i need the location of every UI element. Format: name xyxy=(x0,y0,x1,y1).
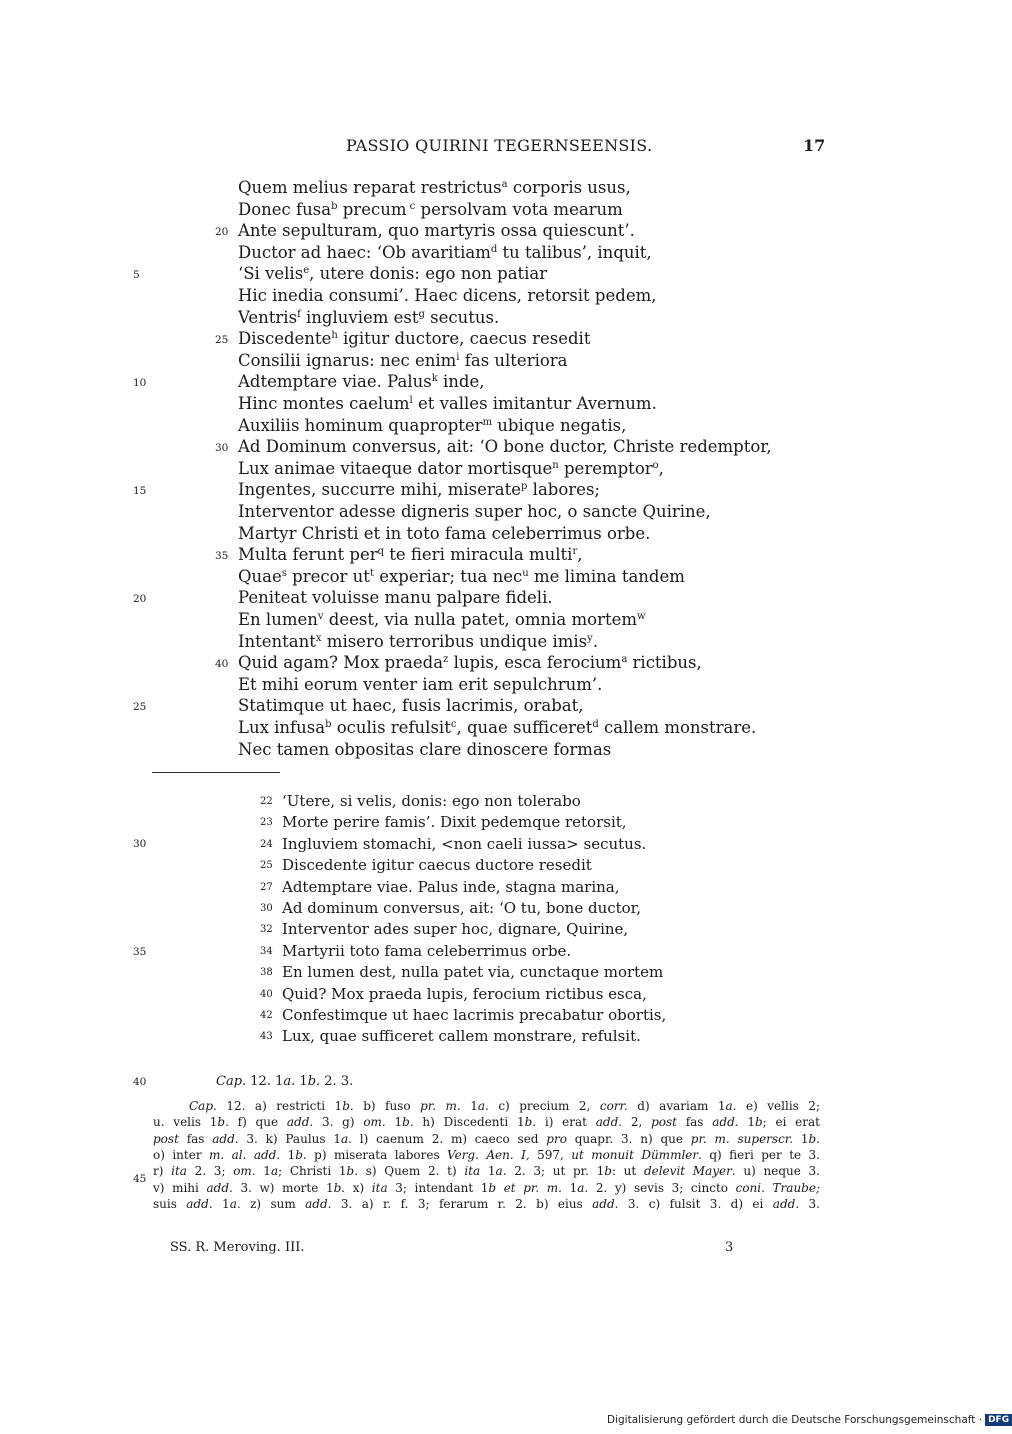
verse-line: Donec fusa$^b$ precum $^c$ persolvam vota mearum xyxy=(238,199,623,219)
margin-line-number: 35 xyxy=(133,946,147,958)
verse-line: Ingentes, succurre mihi, miserate$^p$ labores; xyxy=(238,480,600,500)
alt-line: Quid? Mox praeda lupis, ferocium rictibus esca, xyxy=(282,984,647,1003)
verse-line: En lumen$^v$ deest, via nulla patet, omnia mortem$^w$ xyxy=(238,610,646,629)
verse-number: 20 xyxy=(215,226,229,239)
alt-line-number: 30 xyxy=(260,903,273,914)
alt-line-number: 32 xyxy=(260,924,273,936)
alt-line-number: 27 xyxy=(260,881,273,893)
footer-signature: 3 xyxy=(725,1240,734,1255)
dfg-logo: DFG xyxy=(985,1414,1012,1426)
chapter-sources: Cap. 12. 1a. 1b. 2. 3. xyxy=(216,1074,354,1089)
alt-line-number: 40 xyxy=(260,988,273,1000)
margin-line-number: 30 xyxy=(133,838,147,850)
verse-line: Ventris$^f$ ingluviem est$^g$ secutus. xyxy=(238,307,500,327)
verse-number: 30 xyxy=(215,442,229,455)
verse-number: 25 xyxy=(215,334,229,347)
verse-line: Consilii ignarus: nec enim$^i$ fas ulteriora xyxy=(238,350,568,370)
digitization-credit: Digitalisierung gefördert durch die Deutsche Forschungsgemeinschaft · DFG xyxy=(607,1414,1012,1426)
verse-number: 35 xyxy=(215,550,229,563)
alt-line: Adtemptare viae. Palus inde, stagna marina, xyxy=(282,877,620,896)
apparatus-line: post fas add. 3. k) Paulus 1a. l) caenum 2. m) caeco sed pro quapr. 3. n) que pr. m. superscr. 1b. xyxy=(153,1131,820,1146)
alt-line-number: 22 xyxy=(260,796,273,807)
apparatus-line: u. velis 1b. f) que add. 3. g) om. 1b. h) Discedenti 1b. i) erat add. 2, post fas add. 1b; ei erat xyxy=(153,1115,820,1130)
verse-line: Lux infusa$^b$ oculis refulsit$^c$, quae sufficeret$^d$ callem monstrare. xyxy=(238,718,757,737)
alt-line-number: 38 xyxy=(260,967,273,979)
verse-line: Adtemptare viae. Palus$^k$ inde, xyxy=(238,372,485,392)
alt-line: En lumen dest, nulla patet via, cunctaque mortem xyxy=(282,963,664,982)
alt-line-number: 25 xyxy=(260,860,273,872)
verse-number: 40 xyxy=(215,658,229,671)
verse-line: Nec tamen obpositas clare dinoscere formas xyxy=(238,739,612,759)
verse-line: Peniteat voluisse manu palpare fideli. xyxy=(238,588,553,608)
apparatus-line: r) ita 2. 3; om. 1a; Christi 1b. s) Quem 2. t) ita 1a. 2. 3; ut pr. 1b: ut delevit Mayer. u) neque 3. xyxy=(153,1164,820,1179)
alt-line: Ad dominum conversus, ait: ‘O tu, bone ductor, xyxy=(282,899,641,917)
margin-line-number: 45 xyxy=(133,1173,147,1185)
footer-series: SS. R. Meroving. III. xyxy=(170,1240,305,1255)
verse-line: Hinc montes caelum$^l$ et valles imitantur Avernum. xyxy=(238,394,657,413)
alt-line: Martyrii toto fama celeberrimus orbe. xyxy=(282,941,572,960)
alt-line: Discedente igitur caecus ductore resedit xyxy=(282,856,592,875)
alt-line: Interventor ades super hoc, dignare, Quirine, xyxy=(282,920,629,939)
alt-line-number: 34 xyxy=(260,945,273,957)
margin-line-number: 40 xyxy=(133,1076,147,1088)
margin-line-number: 15 xyxy=(133,485,147,498)
apparatus-line: suis add. 1a. z) sum add. 3. a) r. f. 3; ferarum r. 2. b) eius add. 3. c) fulsit 3. d) ei add. 3. xyxy=(153,1196,820,1211)
verse-line: Discedente$^h$ igitur ductore, caecus resedit xyxy=(238,329,591,349)
verse-line: Ad Dominum conversus, ait: ‘O bone ductor, Christe redemptor, xyxy=(238,437,772,457)
apparatus-line: Cap. 12. a) restricti 1b. b) fuso pr. m. 1a. c) precium 2, corr. d) avariam 1a. e) vellis 2; xyxy=(189,1099,820,1113)
digitization-text: Digitalisierung gefördert durch die Deutsche Forschungsgemeinschaft xyxy=(607,1414,976,1426)
apparatus-divider xyxy=(152,772,280,773)
verse-line: Statimque ut haec, fusis lacrimis, orabat, xyxy=(238,696,584,716)
margin-line-number: 20 xyxy=(133,593,147,606)
page-number: 17 xyxy=(803,136,826,155)
verse-line: Intentant$^x$ misero terroribus undique imis$^y$. xyxy=(238,631,599,651)
alt-line: Confestimque ut haec lacrimis precabatur obortis, xyxy=(282,1006,667,1024)
verse-line: Hic inedia consumi’. Haec dicens, retorsit pedem, xyxy=(238,286,657,305)
running-title: PASSIO QUIRINI TEGERNSEENSIS. xyxy=(346,136,653,155)
verse-line: Martyr Christi et in toto fama celeberrimus orbe. xyxy=(238,523,651,543)
alt-line: Lux, quae sufficeret callem monstrare, refulsit. xyxy=(282,1027,641,1046)
verse-line: Quid agam? Mox praeda$^z$ lupis, esca ferocium$^a$ rictibus, xyxy=(238,653,702,673)
verse-line: Auxiliis hominum quapropter$^m$ ubique negatis, xyxy=(238,415,627,435)
alt-line: Morte perire famis’. Dixit pedemque retorsit, xyxy=(282,813,627,832)
verse-line: Quem melius reparat restrictus$^a$ corporis usus, xyxy=(238,178,631,197)
verse-line: Multa ferunt per$^q$ te fieri miracula multi$^r$, xyxy=(238,545,583,565)
margin-line-number: 25 xyxy=(133,701,147,714)
verse-line: ‘Si velis$^e$, utere donis: ego non patiar xyxy=(238,264,548,284)
verse-line: Quae$^s$ precor $ut^t$ experiar; tua nec$^u$ me limina tandem xyxy=(238,566,685,586)
alt-line-number: 43 xyxy=(260,1031,273,1043)
verse-line: Et mihi eorum venter iam erit sepulchrum’. xyxy=(238,674,603,694)
verse-line: Interventor adesse digneris super hoc, o sancte Quirine, xyxy=(238,502,711,521)
alt-line-number: 24 xyxy=(260,838,273,850)
verse-line: Lux animae vitaeque dator mortisque$^n$ peremptor$^o$, xyxy=(238,458,664,478)
verse-line: Ductor ad haec: ‘Ob avaritiam$^d$ tu talibus’, inquit, xyxy=(238,242,652,262)
margin-line-number: 10 xyxy=(133,377,147,390)
alt-line: ‘Utere, si velis, donis: ego non tolerabo xyxy=(282,792,581,810)
apparatus-line: v) mihi add. 3. w) morte 1b. x) ita 3; intendant 1b et pr. m. 1a. 2. y) sevis 3; cincto coni. Traube; xyxy=(153,1180,821,1195)
apparatus-line: o) inter m. al. add. 1b. p) miserata labores Verg. Aen. I, 597, ut monuit Dümmler. q) fieri per te 3. xyxy=(153,1147,820,1162)
margin-line-number: 5 xyxy=(133,269,140,282)
alt-line-number: 42 xyxy=(260,1010,273,1021)
alt-line: Ingluviem stomachi, <non caeli iussa> secutus. xyxy=(282,834,647,853)
verse-line: Ante sepulturam, quo martyris ossa quiescunt’. xyxy=(238,221,635,241)
alt-line-number: 23 xyxy=(260,817,273,829)
